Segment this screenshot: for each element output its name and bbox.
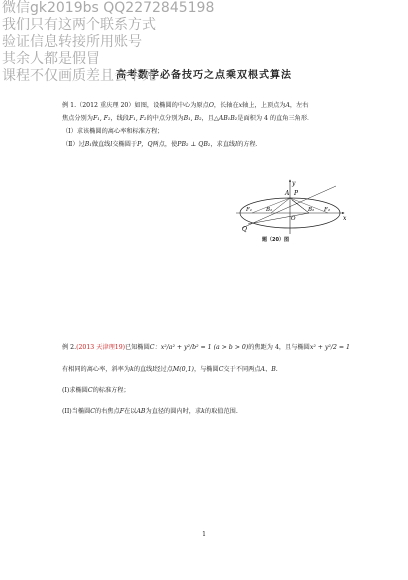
ex2-question-2: [62, 406, 238, 415]
page-title: 高考数学必备技巧之点乘双根式算法: [116, 70, 292, 81]
label-o: O: [291, 216, 296, 222]
ex1-math: x: [238, 102, 243, 109]
ex2-text: 的直线: [133, 366, 153, 373]
ex1-text: 例 1.（2012 重庆理 20）如图，设椭圆的中心为原点: [62, 102, 209, 109]
ex1-question-1: （Ⅰ）求该椭圆的离心率和标准方程；: [62, 128, 164, 135]
ex2-text: 有相同的离心率，斜率为: [62, 366, 131, 373]
ex2-math: AB: [136, 408, 146, 415]
ex1-text: 是面积为 4 的直角三角形．: [237, 115, 314, 122]
ex1-math: A: [285, 102, 290, 109]
ex1-line-1: [62, 100, 308, 109]
ex2-math: k: [201, 408, 205, 415]
ex1-text: 做直线: [91, 141, 111, 148]
label-y: y: [292, 180, 296, 187]
ex2-text: 的焦距为 4，且与椭圆: [248, 344, 310, 351]
ex1-question-2: [62, 139, 262, 148]
ex1-text: ，求直线: [210, 141, 236, 148]
ex2-math: k: [130, 366, 134, 373]
label-b1: B₁: [266, 207, 273, 213]
ex1-math: PB₂ ⊥ QB₂: [177, 141, 211, 148]
segment-q-b2: [248, 213, 309, 224]
ex2-math: C: [90, 408, 96, 415]
ex1-text: 两点，使: [152, 141, 178, 148]
ex2-text: 的取值范围.: [204, 408, 238, 415]
ex2-text: 为直径的圆内时，求: [145, 408, 202, 415]
ex2-math: C: [218, 366, 224, 373]
ex2-text: 经过点: [154, 366, 173, 373]
ex2-text: 在以: [124, 408, 137, 415]
ex2-text: 已知椭圆: [125, 344, 150, 351]
watermark-line: 我们只有这两个联系方式: [2, 17, 156, 33]
ex1-math: F₁, F₂: [128, 115, 147, 122]
watermark-line: 验证信息转接所用账号: [2, 34, 142, 50]
label-q: Q: [242, 226, 247, 233]
ex2-math: C：x²/a² + y²/b² = 1 (a > b > 0): [149, 344, 249, 351]
label-p: P: [294, 190, 299, 197]
ex1-text: 焦点分别为: [62, 115, 93, 122]
ex1-line-2: [62, 113, 313, 122]
ex1-text: ，线段: [110, 115, 129, 122]
ex2-text: 的右焦点: [95, 408, 120, 415]
ex1-text: 交椭圆于: [112, 141, 138, 148]
ex1-math: B₁: [84, 141, 92, 148]
label-f1: F₁: [246, 207, 253, 213]
ex1-text: ，长轴在: [213, 102, 239, 109]
ex2-line-1: [62, 342, 350, 351]
ex1-text: ，且△: [201, 115, 219, 122]
ex2-prefix: 例 2.: [62, 344, 77, 351]
ex1-text: ，左右: [289, 102, 309, 109]
ex1-text: 轴上，上顶点为: [242, 102, 286, 109]
label-b2: B₂: [308, 207, 315, 213]
watermark-line: 其余人都是假冒: [2, 51, 100, 67]
ex2-text: 的标准方程；: [92, 387, 130, 394]
ex1-math: l: [235, 141, 238, 148]
ex1-math: O: [208, 102, 214, 109]
watermark-line: 课程不仅画质差且会卡死: [2, 68, 156, 84]
ex2-text: (II)当椭圆: [62, 408, 91, 415]
figure-caption: 题（20）图: [262, 237, 289, 243]
ex2-text: (I)求椭圆: [62, 387, 88, 394]
ex2-math: x² + y²/2 = 1: [309, 344, 350, 351]
label-x: x: [343, 215, 347, 222]
ex1-math: B₁, B₂: [183, 115, 202, 122]
ex1-text: 的方程．: [237, 141, 262, 148]
ex2-math: C: [87, 387, 93, 394]
ex2-math: l: [152, 366, 155, 373]
label-f2: F₂: [324, 207, 331, 213]
ex1-math: AB₁B₂: [218, 115, 238, 122]
ex2-math: M(0,1): [172, 366, 194, 373]
page-number: 1: [202, 531, 206, 538]
ex1-text: （Ⅱ）过: [62, 141, 85, 148]
ex1-math: P，Q: [137, 141, 153, 148]
ex2-line-2: [62, 364, 278, 373]
ex2-question-1: [62, 385, 130, 394]
watermark-line: 微信gk2019bs QQ2272845198: [2, 0, 215, 16]
ellipse-figure: [230, 178, 350, 236]
ex2-math: A、B.: [260, 366, 278, 373]
ex2-source: (2013 天津理19): [76, 344, 126, 351]
ex1-text: 的中点分别为: [146, 115, 184, 122]
ex1-math: l: [110, 141, 113, 148]
ex2-text: 交于不同两点: [223, 366, 261, 373]
ex2-text: ，与椭圆: [193, 366, 219, 373]
label-a: A: [285, 190, 290, 197]
ex1-math: F₁, F₂: [92, 115, 111, 122]
ex2-math: F: [119, 408, 125, 415]
